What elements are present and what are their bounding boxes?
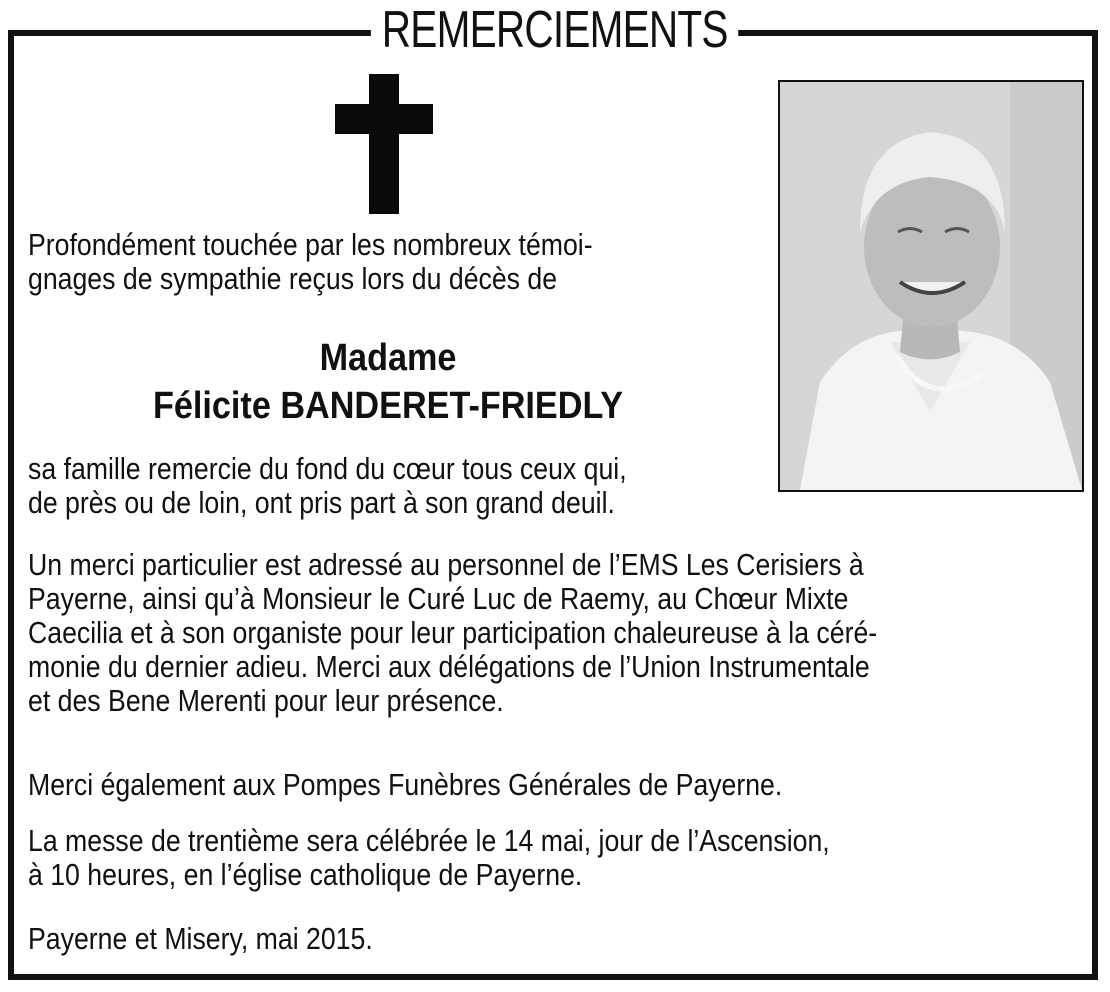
family-thanks-line-2: de près ou de loin, ont pris part à son grand deuil. <box>28 485 615 520</box>
title-bar <box>0 0 1110 60</box>
paragraph-line: et des Bene Merenti pour leur présence. <box>28 683 504 718</box>
honorific: Madame <box>319 337 457 379</box>
intro-line-2: gnages de sympathie reçus lors du décès de <box>28 261 558 296</box>
full-name: Félicite BANDERET-FRIEDLY <box>152 385 624 427</box>
family-thanks-line-1: sa famille remercie du fond du cœur tous ceux qui, <box>28 451 627 486</box>
thanks-paragraph <box>28 548 1088 718</box>
intro-line-1: Profondément touchée par les nombreux témoi- <box>28 227 593 262</box>
paragraph-line: monie du dernier adieu. Merci aux délégations de l’Union Instrumentale <box>28 649 870 684</box>
mass-line-1: La messe de trentième sera célébrée le 14 mai, jour de l’Ascension, <box>28 823 830 858</box>
notice-title: REMERCIEMENTS <box>371 0 739 60</box>
funeral-home-thanks <box>28 768 1088 802</box>
cross-icon <box>335 74 433 214</box>
mass-announcement <box>28 824 1088 892</box>
signature <box>28 922 1088 956</box>
family-thanks <box>28 452 724 520</box>
portrait-photo <box>778 80 1084 492</box>
mass-line-2: à 10 heures, en l’église catholique de Payerne. <box>28 857 583 892</box>
deceased-name <box>28 334 748 430</box>
paragraph-line: Payerne, ainsi qu’à Monsieur le Curé Luc de Raemy, au Chœur Mixte <box>28 581 849 616</box>
funeral-home-line: Merci également aux Pompes Funèbres Générales de Payerne. <box>28 767 783 802</box>
signature-line: Payerne et Misery, mai 2015. <box>28 921 373 956</box>
intro-text <box>28 228 685 296</box>
paragraph-line: Caecilia et à son organiste pour leur participation chaleureuse à la céré- <box>28 615 878 650</box>
paragraph-line: Un merci particulier est adressé au personnel de l’EMS Les Cerisiers à <box>28 547 864 582</box>
